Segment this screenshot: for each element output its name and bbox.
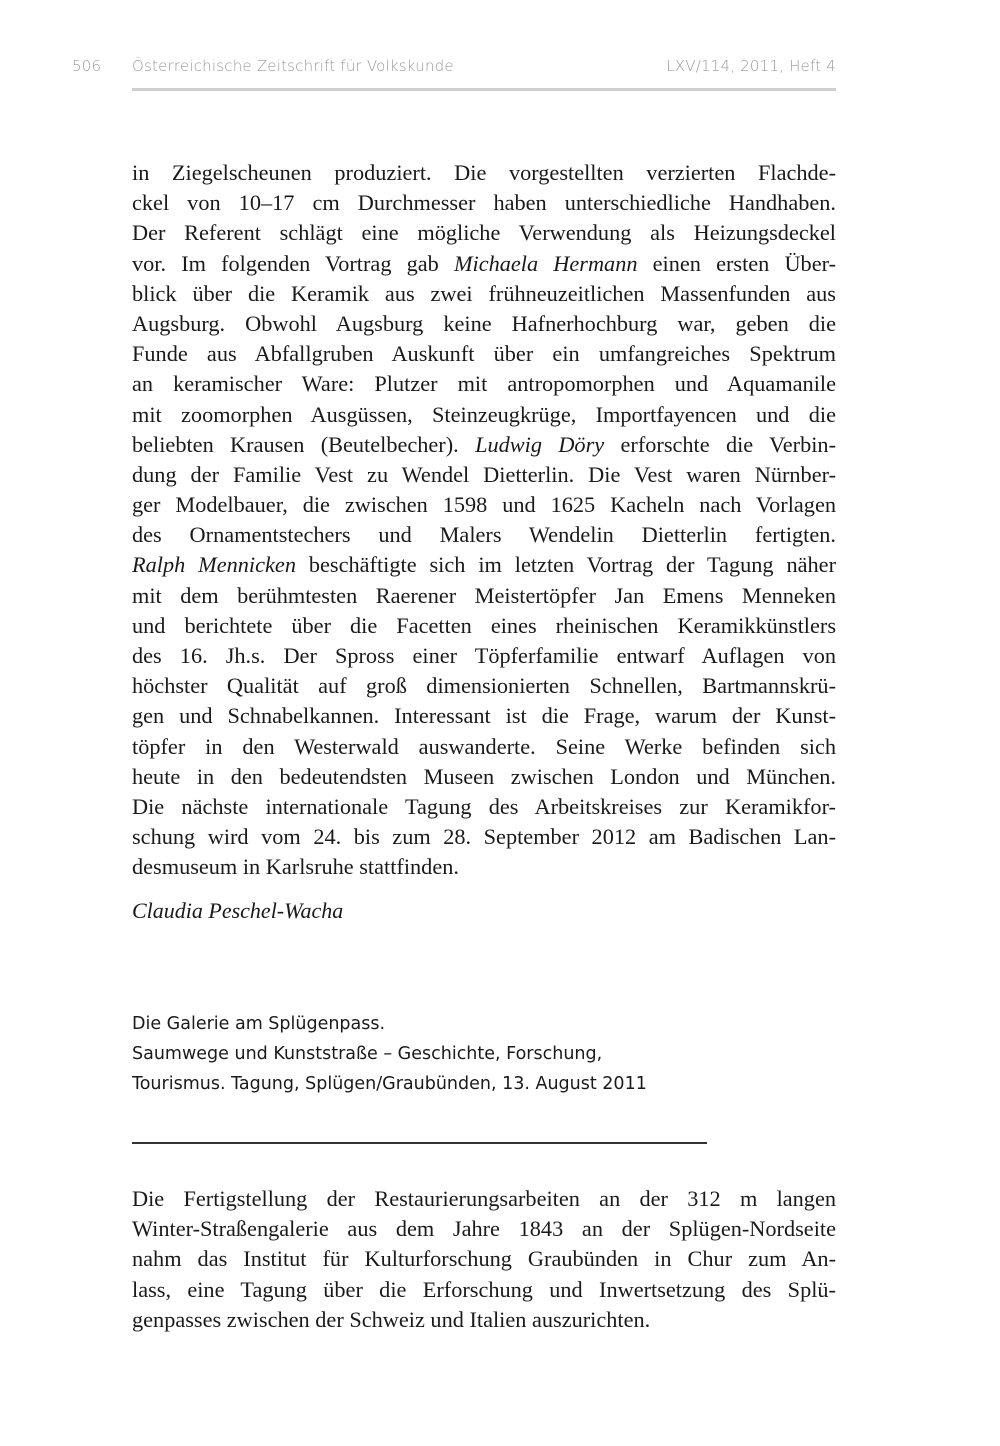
text-segment: Winter-Straßengalerie aus dem Jahre 1843 an der Splügen-Nordseite [132, 1216, 836, 1242]
text-segment: in Ziegelscheunen produziert. Die vorgestellten verzierten Flachde- [132, 160, 836, 185]
text-line [132, 1184, 836, 1214]
review-1-author: Claudia Peschel-Wacha [132, 898, 344, 923]
text-segment: einen ersten Über- [637, 250, 837, 276]
review-2-heading [132, 1009, 647, 1099]
heading-line: Die Galerie am Splügenpass. [132, 1014, 386, 1034]
text-line [132, 611, 836, 641]
text-line [132, 249, 836, 279]
text-segment: lass, eine Tagung über die Erforschung und Inwertsetzung des Splü- [132, 1276, 836, 1302]
text-segment: Augsburg. Obwohl Augsburg keine Hafnerhochburg war, geben die [132, 310, 836, 336]
text-segment: dung der Familie Vest zu Wendel Dietterlin. Die Vest waren Nürnber- [132, 461, 836, 487]
text-segment: des Ornamentstechers und Malers Wendelin Dietterlin fertigten. [132, 522, 836, 548]
text-line [132, 490, 836, 520]
text-line [132, 309, 836, 339]
text-segment: ger Modelbauer, die zwischen 1598 und 1625 Kacheln nach Vorlagen [132, 492, 836, 518]
review-1-body [132, 158, 836, 883]
text-line [132, 581, 836, 611]
text-line [132, 279, 836, 309]
text-line [132, 641, 836, 671]
text-segment: höchster Qualität auf groß dimensionierten Schnellen, Bartmannskrü- [132, 673, 836, 699]
text-segment: nahm das Institut für Kulturforschung Graubünden in Chur zum An- [132, 1246, 836, 1272]
text-line [132, 1214, 836, 1244]
text-line [132, 1305, 836, 1335]
text-segment: schung wird vom 24. bis zum 28. September 2012 am Badischen Lan- [132, 824, 836, 850]
text-line [132, 158, 836, 188]
text-segment: Funde aus Abfallgruben Auskunft über ein umfangreiches Spektrum [132, 341, 836, 367]
text-segment: mit dem berühmtesten Raerener Meistertöpfer Jan Emens Menneken [132, 582, 836, 608]
text-segment: an keramischer Ware: Plutzer mit antropomorphen und Aquamanile [132, 371, 836, 397]
text-segment: mit zoomorphen Ausgüssen, Steinzeugkrüge, Importfayencen und die [132, 401, 836, 427]
page-number: 506 [72, 57, 102, 75]
text-segment: beschäftigte sich im letzten Vortrag der Tagung näher [295, 552, 836, 578]
person-name: Ludwig Döry [475, 431, 605, 457]
section-rule [132, 1142, 707, 1144]
header-rule [132, 88, 836, 91]
text-line [132, 550, 836, 580]
person-name: Ralph Mennicken [132, 552, 296, 578]
text-line [132, 460, 836, 490]
heading-line: Tourismus. Tagung, Splügen/Graubünden, 13. August 2011 [132, 1074, 647, 1094]
text-segment: erforschte die Verbin- [604, 431, 837, 457]
text-line [132, 1244, 836, 1274]
text-segment: heute in den bedeutendsten Museen zwischen London und München. [132, 763, 836, 789]
text-line [132, 218, 836, 248]
text-segment: gen und Schnabelkannen. Interessant ist die Frage, warum der Kunst- [132, 703, 836, 729]
text-segment: und berichtete über die Facetten eines rheinischen Keramikkünstlers [132, 612, 836, 638]
journal-title: Österreichische Zeitschrift für Volkskunde [132, 57, 454, 75]
text-line [132, 430, 836, 460]
issue-info: LXV/114, 2011, Heft 4 [666, 57, 836, 75]
text-line [132, 822, 836, 852]
text-line [132, 671, 836, 701]
text-line [132, 852, 836, 882]
text-line [132, 701, 836, 731]
text-segment: genpasses zwischen der Schweiz und Italien auszurichten. [132, 1306, 651, 1332]
text-line [132, 369, 836, 399]
text-segment: Der Referent schlägt eine mögliche Verwendung als Heizungsdeckel [132, 220, 836, 246]
heading-line: Saumwege und Kunststraße – Geschichte, Forschung, [132, 1044, 603, 1064]
text-segment: ckel von 10–17 cm Durchmesser haben unterschiedliche Handhaben. [132, 190, 836, 216]
review-2-body [132, 1184, 836, 1335]
text-segment: beliebten Krausen (Beutelbecher). [132, 431, 476, 457]
text-line [132, 762, 836, 792]
text-line [132, 732, 836, 762]
text-segment: Die Fertigstellung der Restaurierungsarbeiten an der 312 m langen [132, 1186, 836, 1211]
text-line [132, 339, 836, 369]
text-line [132, 520, 836, 550]
text-segment: desmuseum in Karlsruhe stattfinden. [132, 854, 459, 880]
text-line [132, 400, 836, 430]
text-line [132, 1275, 836, 1305]
text-line [132, 792, 836, 822]
text-segment: des 16. Jh.s. Der Spross einer Töpferfamilie entwarf Auflagen von [132, 643, 836, 668]
text-line [132, 188, 836, 218]
text-segment: vor. Im folgenden Vortrag gab [132, 250, 454, 276]
person-name: Michaela Hermann [453, 250, 638, 276]
text-segment: töpfer in den Westerwald auswanderte. Seine Werke befinden sich [132, 733, 836, 759]
text-segment: Die nächste internationale Tagung des Arbeitskreises zur Keramikfor- [132, 793, 836, 819]
text-segment: blick über die Keramik aus zwei frühneuzeitlichen Massenfunden aus [132, 280, 836, 306]
